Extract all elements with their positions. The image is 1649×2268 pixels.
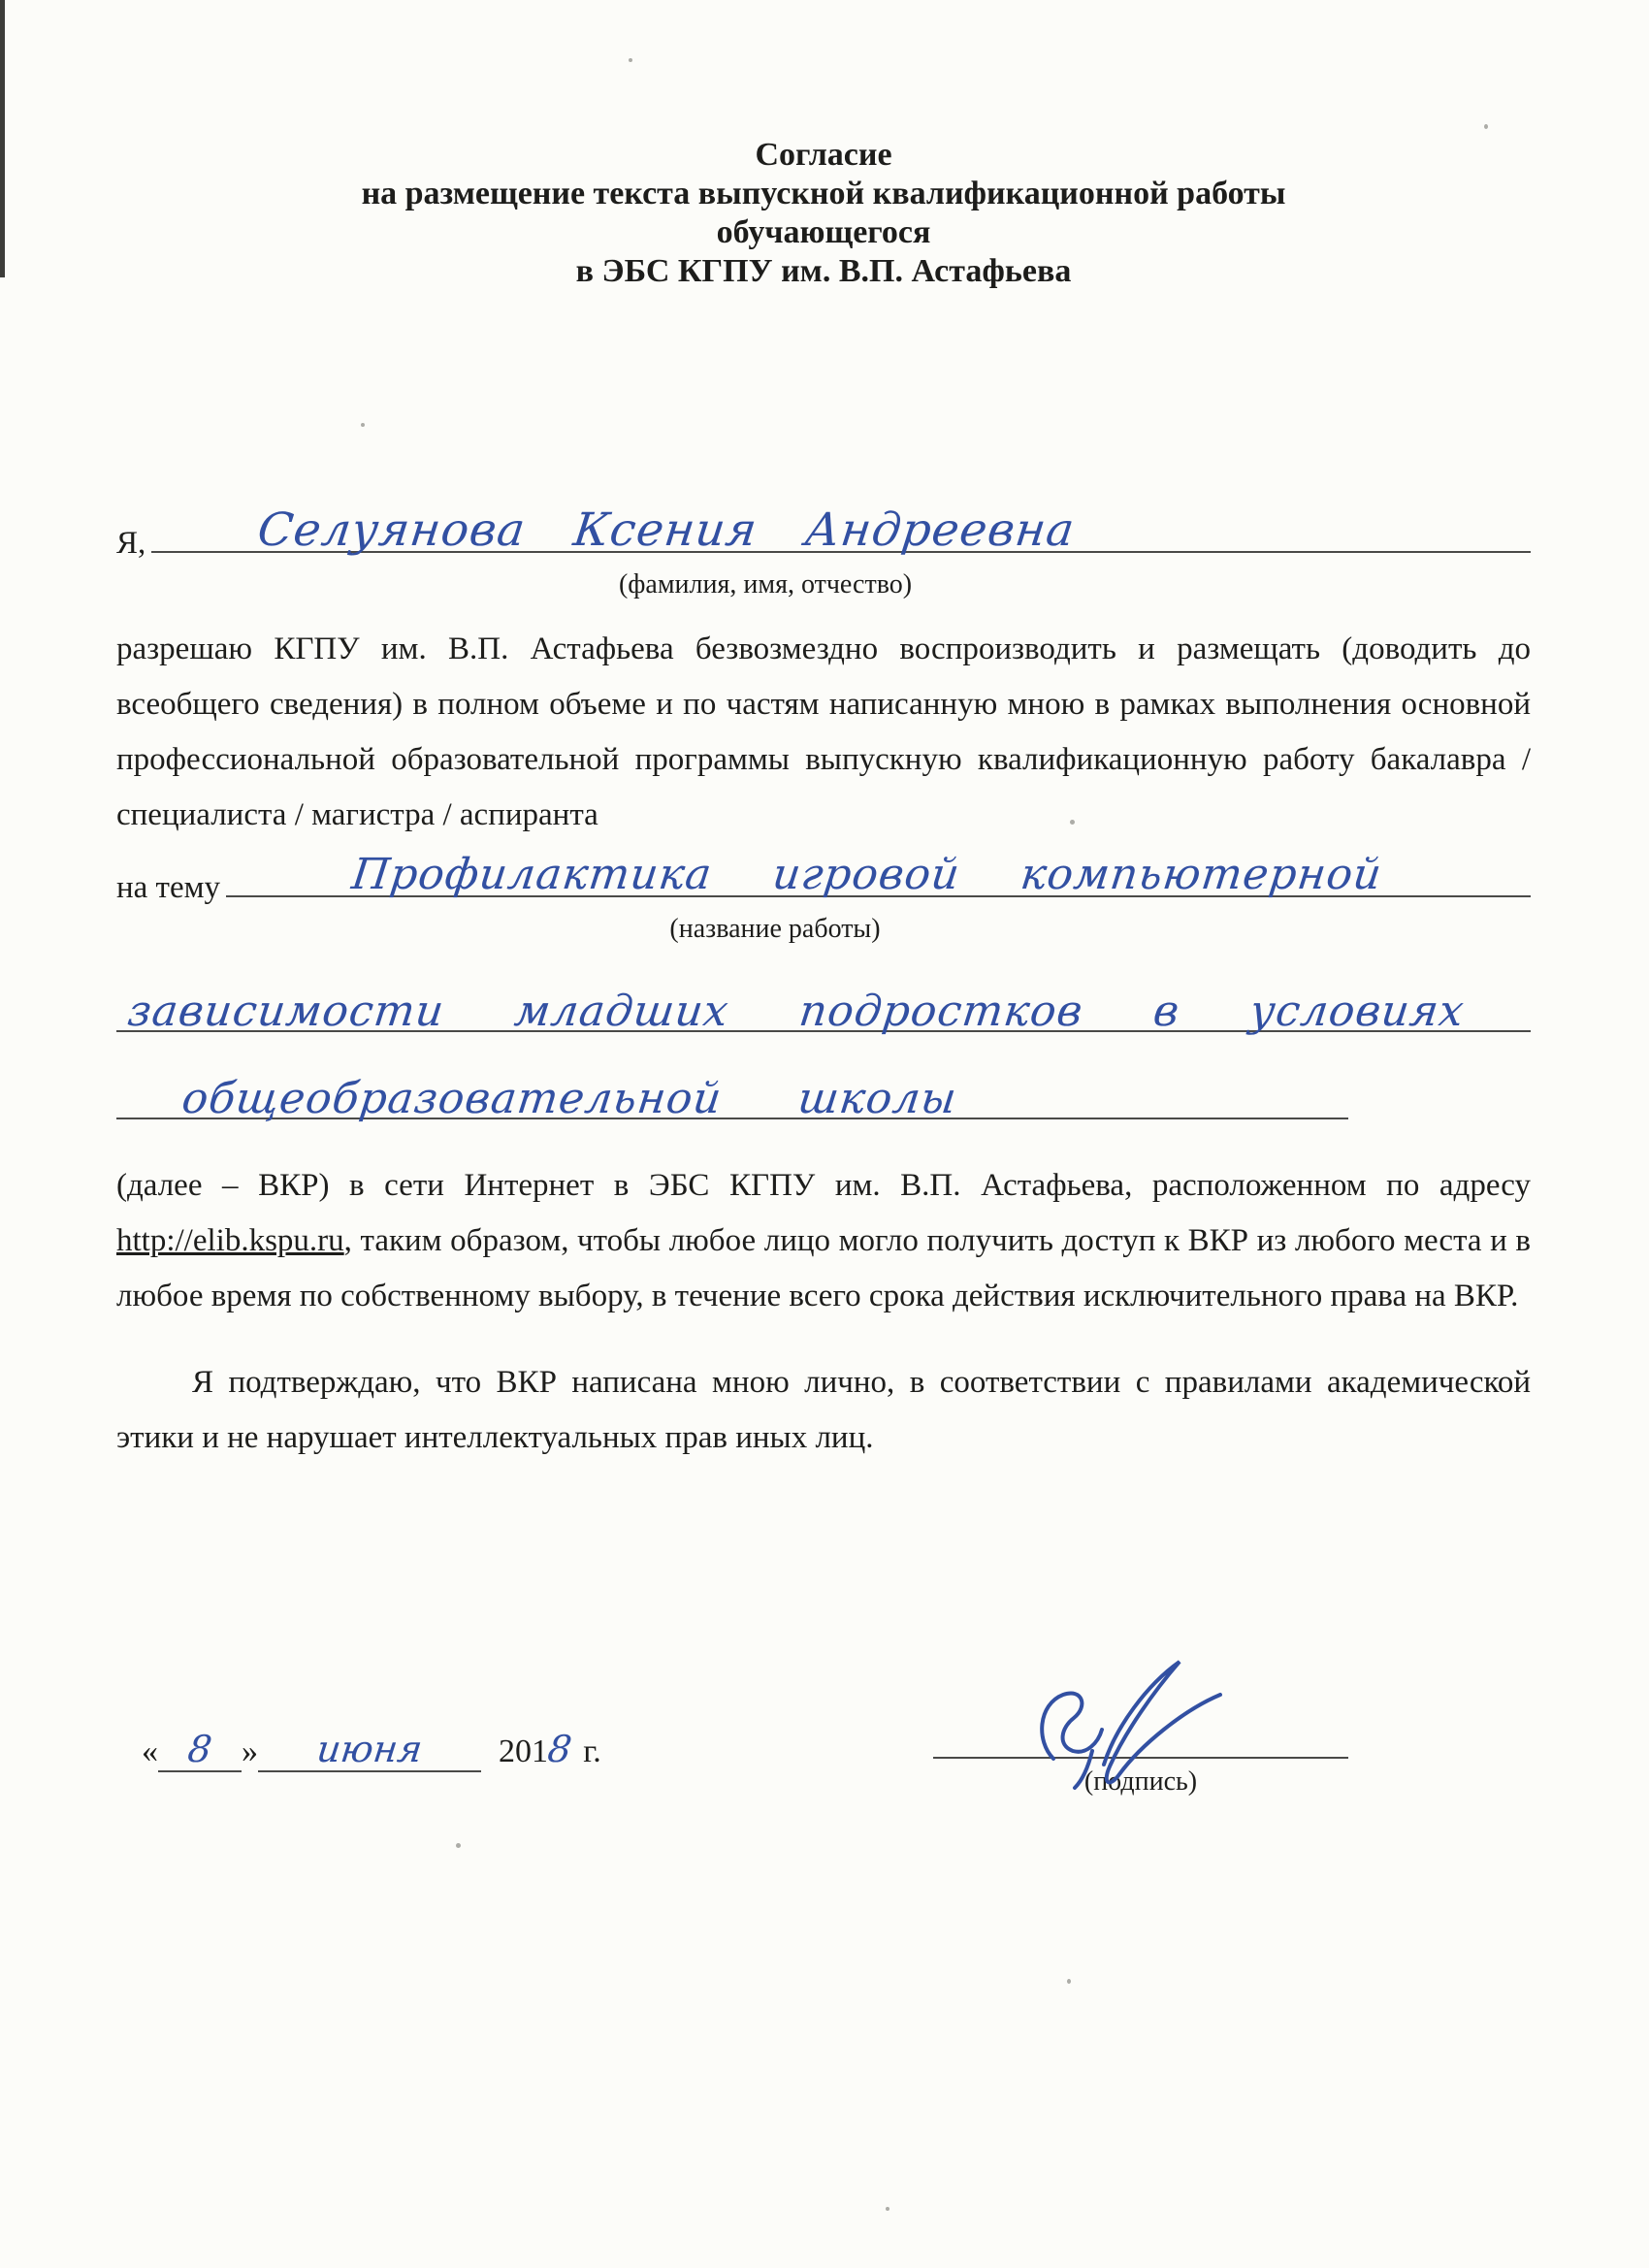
- date-month-line: [258, 1728, 481, 1772]
- title-line-3: обучающегося: [716, 214, 931, 250]
- handwritten-topic-line-1: Профилактика игровой компьютерной: [348, 850, 1385, 899]
- scan-speck: [1484, 124, 1488, 129]
- name-prefix: Я,: [116, 526, 146, 561]
- signature-scribble: [1020, 1644, 1273, 1790]
- topic-ruled-line-3: [116, 1032, 1348, 1123]
- signature-caption: (подпись): [1083, 1766, 1198, 1797]
- scan-speck: [1067, 1979, 1071, 1984]
- vkr-text-before-link: (далее – ВКР) в сети Интернет в ЭБС КГПУ им. В.П. Астафьева, расположенном по адресу: [116, 1168, 1531, 1203]
- name-blank-line: [151, 503, 1531, 557]
- quote-close: »: [242, 1733, 258, 1769]
- topic-ruled-line-2: [116, 945, 1531, 1036]
- handwritten-day: 8: [185, 1728, 214, 1770]
- topic-blank-line: [226, 850, 1531, 899]
- handwritten-name: Селуянова Ксения Андреевна: [254, 503, 1079, 557]
- handwritten-topic-line-2: зависимости младших подростков в условиях: [124, 987, 1468, 1036]
- topic-line: [116, 850, 1531, 906]
- signature-line: [933, 1611, 1348, 1759]
- title-line-4: в ЭБС КГПУ им. В.П. Астафьева: [575, 253, 1072, 289]
- date-line: [142, 1728, 601, 1798]
- topic-caption: (название работы): [669, 914, 881, 944]
- confirmation-paragraph: Я подтверждаю, что ВКР написана мною лично, в соответствии с правилами академической этики и не нарушает интеллектуальных прав иных лиц.: [116, 1365, 1531, 1455]
- scan-speck: [886, 2207, 889, 2211]
- year-printed: 201: [499, 1733, 548, 1769]
- scan-speck: [456, 1843, 461, 1848]
- handwritten-topic-line-3: общеобразовательной школы: [178, 1074, 960, 1123]
- handwritten-year-digit: 8: [545, 1728, 574, 1770]
- handwritten-month: июня: [314, 1728, 425, 1770]
- name-caption: (фамилия, имя, отчество): [618, 569, 913, 599]
- year-suffix: г.: [583, 1733, 601, 1769]
- permission-paragraph: разрешаю КГПУ им. В.П. Астафьева безвозмездно воспроизводить и размещать (доводить до всеобщего сведения) в полном объеме и по частям написанную мною в рамках выполнения основной профессиональной образовательной программы выпускную квалификационную работу бакалавра / специалиста / магистра / аспиранта: [116, 632, 1531, 832]
- signature-block: [933, 1611, 1348, 1798]
- quote-open: «: [142, 1733, 158, 1769]
- date-day-line: [158, 1728, 242, 1772]
- vkr-paragraph: [116, 1158, 1531, 1324]
- topic-label: на тему: [116, 870, 221, 905]
- vkr-text-after-link: , таким образом, чтобы любое лицо могло получить доступ к ВКР из любого места и в любое время по собственному выбору, в течение всего срока действия исключительного права на ВКР.: [116, 1223, 1531, 1313]
- name-line: [116, 503, 1531, 562]
- title-line-1: Согласие: [755, 137, 892, 173]
- document-title: [116, 136, 1531, 291]
- title-line-2: на размещение текста выпускной квалификационной работы: [361, 176, 1286, 211]
- date-signature-block: [116, 1611, 1531, 1798]
- elib-url: http://elib.kspu.ru: [116, 1223, 344, 1258]
- scan-edge-artifact: [0, 0, 5, 277]
- scan-speck: [629, 58, 632, 62]
